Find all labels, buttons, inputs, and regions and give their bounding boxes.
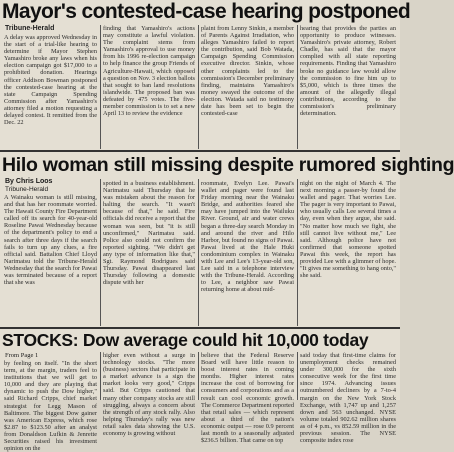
column-divider	[100, 25, 101, 149]
column-divider	[100, 179, 101, 326]
stocks-column-4: said today that first-time claims for unemployment checks remained under 300,000 for the sixth consecutive week for the first time since 1974. Advancing issues outnumbered decliners by a 7-to-4 margin on the New York Stock Exchange, with 1,747 up and 1,257 down and 563 unchanged. NYSE volume totaled 902.62 million shares as of 4 p.m., vs 852.59 million in the previous session. The NYSE composite index rose	[300, 352, 396, 445]
stocks-headline: STOCKS: Dow average could hit 10,000 today	[2, 330, 369, 350]
missing-woman-byline: By Chris Loos	[5, 178, 53, 185]
section-divider	[0, 327, 400, 329]
section-divider	[0, 150, 400, 152]
stocks-column-3: believe that the Federal Reserve Board will have little reason to boost interest rates in coming months. Higher interest rates increase the cost of borrowing for consumers and corporations and as a result can cool economic growth. The Commerce Department reported that retail sales — which represent about a third of the nation's economic output — rose 0.9 percent last month to a seasonally adjusted $236.5 billion. That came on top	[201, 352, 294, 445]
column-divider	[198, 179, 199, 326]
stocks-jump-line: From Page 1	[5, 352, 39, 359]
missing-woman-byline-org: Tribune-Herald	[5, 186, 49, 193]
mayor-hearing-column-3: plaint from Lenny Sinkin, a member of Parents Against Irradiation, who alleges Yamashiro failed to report the contribution, said Bob Watada, Campaign Spending Commission executive director. Sinkin, whose other complaints led to the commission's December preliminary finding, maintains Yamashiro's money swayed the outcome of the election. Watada said no testimony date has been set to begin the contested-case	[201, 25, 294, 118]
column-divider	[198, 25, 199, 149]
missing-woman-headline: Hilo woman still missing despite rumored sighting	[2, 154, 454, 176]
column-divider	[198, 352, 199, 400]
column-divider	[297, 352, 298, 400]
missing-woman-column-3: roommate, Evelyn Lee. Pawai's wallet and pager were found last Friday morning near the Wainaku Bridge, and authorities feared she may have jumped into the Wailuku River. Ground, air and water crews began a three-day search Monday in and around the river and Hilo Harbor, but found no signs of Pawai. Pawai lived at the Hale Huki condominium complex in Wainaku with Lee and Lee's 13-year-old son, Lee said in a telephone interview with the Tribune-Herald. According to Lee, a neighbor saw Pawai returning home at about mid-	[201, 180, 294, 294]
missing-woman-column-2: spotted in a business establishment. Narimatsu said Thursday that he was mistaken about the reason for halting the search. "It wasn't because of that," he said. Fire officials did receive a report that the woman was seen, but "it is still unconfirmed," Narimatsu said. Police also could not confirm the reported sighting. "We didn't get any type of information like that," Sgt. Raymond Rodrigues said Thursday. Pawai disappeared last Thursday following a domestic dispute with her	[103, 180, 195, 287]
mayor-hearing-byline: Tribune-Herald	[5, 25, 55, 32]
mayor-hearing-column-4: hearing that provides the parties an opportunity to produce witnesses. Yamashiro's private attorney, Robert Chadle, has said that the mayor complied with all state reporting requirements. Finding that Yamashiro broke no guidance law would allow the commission to fine him up to $5,000, which is three times the amount of the allegedly illegal contributions, according to the commission's preliminary determination.	[300, 25, 396, 118]
column-divider	[100, 352, 101, 400]
missing-woman-column-1: A Wainaku woman is still missing, and that has her roommate worried. The Hawaii County Fire Department called off its search for 40-year-old Roseline Pawai Wednesday because of the department's policy to end a search after three days if the search fails to turn up any clues, a fire official said. Battalion Chief Lloyd Narimatsu told the Tribune-Herald Wednesday that the search for Pawai was terminated because of a report that she was	[4, 194, 97, 287]
mayor-hearing-headline: Mayor's contested-case hearing postponed	[2, 0, 411, 23]
stocks-column-2: higher even without a surge in technology stocks. "The more (business) sectors that participate in a market advance is a sign the market looks very good," Cripps said. But Cripps cautioned that many other company stocks are still struggling, always a concern about the strength of any stock rally. Also helping Thursday's rally was new retail sales data showing the U.S. economy is growing without	[103, 352, 195, 438]
mayor-hearing-column-1: A delay was approved Wednesday in the start of a trial-like hearing to determine if Mayor Stephen Yamashiro broke any laws when his election campaign got $17,000 to a prohibited donation. Hearings officer Addison Bowman postponed the contested-case hearing at the state Campaign Spending Commission after Yamashiro's attorney filed a motion requesting a delayed contest. It remitted from the Dec. 22	[4, 34, 97, 127]
stocks-column-1: by feeling on itself. "In the short term, at the margin, traders feel to institutions that we will get to 10,000 and they are playing that dynamic to push the Dow higher," said Richard Cripps, chief market strategist for Legg Mason of Baltimore. The biggest Dow gainer was American Express, which rose $2.87 to $123.50 after an analyst from Donaldson Lufkin & Jenrette Securities raised his investment opinion on the	[4, 360, 97, 452]
column-divider	[297, 25, 298, 149]
missing-woman-column-4: night on the night of March 4. The next morning a passer-by found the wallet and pager. That worries Lee. The pager is very important to Pawai, who usually calls Lee several times a day, even when they argue, she said. "No matter how much we fight, she still cannot live without me," Lee said. Although police have not confirmed that someone spotted Pawai this week, the report has provided Lee with a glimmer of hope. "It gives me something to hang onto," she said.	[300, 180, 396, 280]
column-divider	[297, 179, 298, 326]
mayor-hearing-column-2: finding that Yamashiro's actions may constitute a lawful violation. The complaint stems from Yamashiro's approval to use money from his 1996 re-election campaign to help finance the group Friends of Agriculture-Hawaii, which opposed a question on Nov. 3 election ballots that sought to ban land resolutions islandwide. The proposed ban was defeated by 475 votes. The five-member commission is to set a new April 13 to review the evidence	[103, 25, 195, 118]
